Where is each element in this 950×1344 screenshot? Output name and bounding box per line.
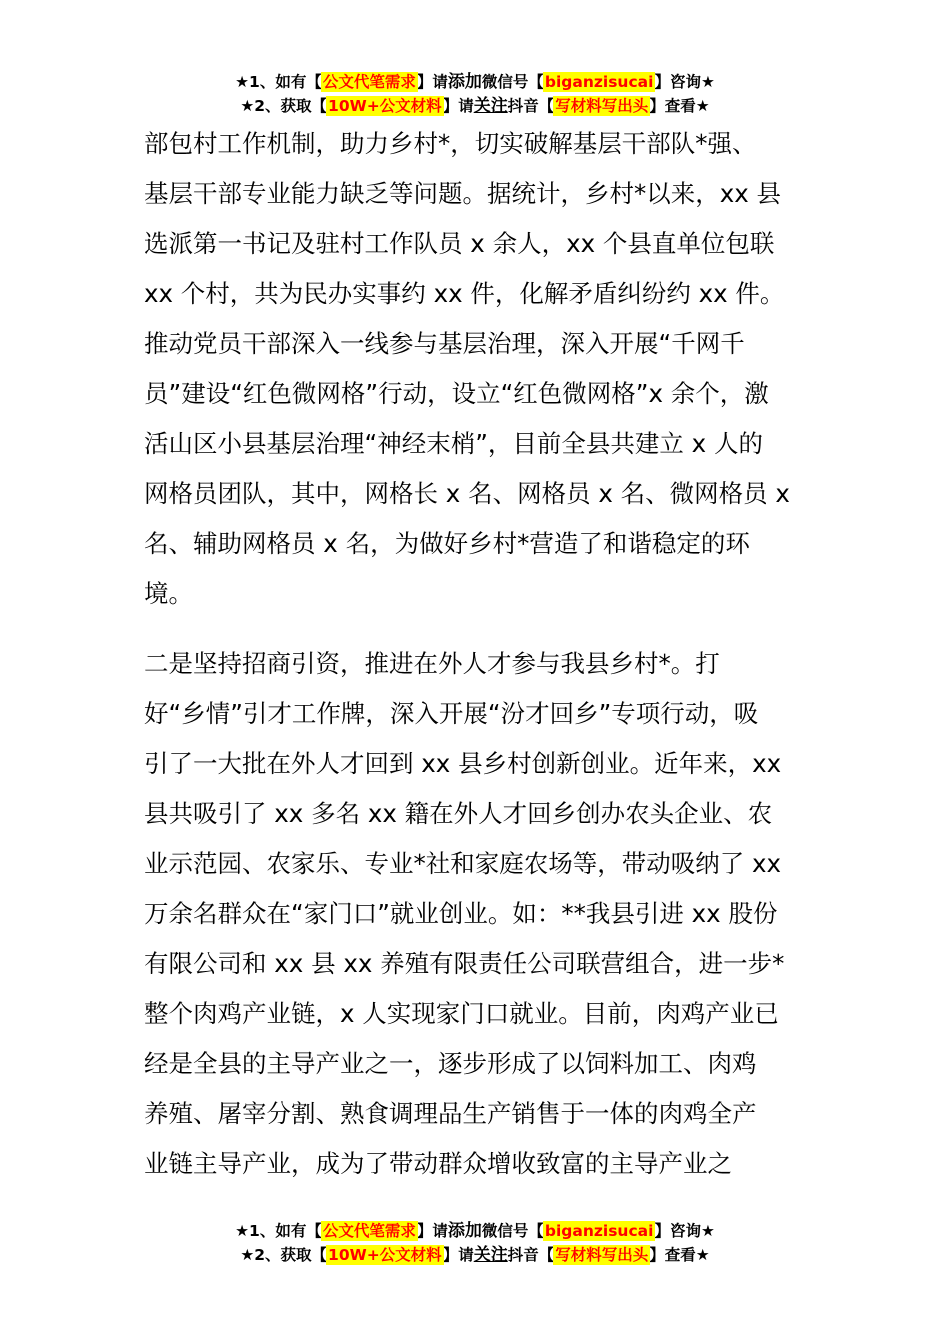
banner-highlight-wechat-id: biganzisucai — [544, 1222, 654, 1240]
paragraph-2 — [144, 639, 814, 1189]
banner-highlight-wechat-id: biganzisucai — [544, 73, 654, 91]
banner-text: 】请 — [442, 97, 474, 115]
banner-text: 】请 — [442, 1246, 474, 1264]
text-line: 业链主导产业，成为了带动群众增收致富的主导产业之 — [144, 1149, 732, 1178]
banner-emphasis: 添加 — [447, 1221, 482, 1241]
banner-line-1 — [0, 1219, 950, 1243]
text-line: 养殖、屠宰分割、熟食调理品生产销售于一体的肉鸡全产 — [144, 1099, 757, 1128]
text-line: 境。 — [144, 579, 193, 608]
text-line: 引了一大批在外人才回到 xx 县乡村创新创业。近年来，xx — [144, 749, 782, 778]
banner-highlight-douyin: 写材料写出头 — [555, 97, 649, 115]
footer-banner — [0, 1219, 950, 1267]
text-line: 县共吸引了 xx 多名 xx 籍在外人才回乡创办农头企业、农 — [144, 799, 773, 828]
banner-text: 】查看★ — [649, 1246, 710, 1264]
banner-text: 微信号【 — [481, 73, 544, 91]
text-line: 基层干部专业能力缺乏等问题。据统计，乡村*以来，xx 县 — [144, 179, 782, 208]
banner-emphasis: 添加 — [447, 72, 482, 92]
text-line: 推动党员干部深入一线参与基层治理，深入开展“千网千 — [144, 329, 745, 358]
banner-highlight-service: 公文代笔需求 — [322, 1222, 416, 1240]
banner-text: 抖音【 — [507, 97, 555, 115]
banner-emphasis: 关注 — [473, 1245, 508, 1265]
paragraph-1 — [144, 119, 814, 619]
banner-highlight-materials: 10W+公文材料 — [328, 1246, 442, 1264]
text-line: 万余名群众在“家门口”就业创业。如：**我县引进 xx 股份 — [144, 899, 778, 928]
header-banner — [0, 70, 950, 118]
banner-text: 】请 — [416, 73, 448, 91]
text-line: 名、辅助网格员 x 名，为做好乡村*营造了和谐稳定的环 — [144, 529, 750, 558]
banner-highlight-service: 公文代笔需求 — [322, 73, 416, 91]
banner-text: 抖音【 — [507, 1246, 555, 1264]
banner-text: ★2、获取【 — [240, 97, 328, 115]
text-line: 员”建设“红色微网格”行动，设立“红色微网格”x 余个，激 — [144, 379, 769, 408]
text-line: 业示范园、农家乐、专业*社和家庭农场等，带动吸纳了 xx — [144, 849, 782, 878]
text-line: 网格员团队，其中，网格长 x 名、网格员 x 名、微网格员 x — [144, 479, 790, 508]
banner-line-2 — [0, 94, 950, 118]
text-line: 经是全县的主导产业之一，逐步形成了以饲料加工、肉鸡 — [144, 1049, 757, 1078]
text-line: xx 个村，共为民办实事约 xx 件，化解矛盾纠纷约 xx 件。 — [144, 279, 785, 308]
text-line: 二是坚持招商引资，推进在外人才参与我县乡村*。打 — [144, 649, 720, 678]
banner-text: 】咨询★ — [654, 73, 715, 91]
banner-emphasis: 关注 — [473, 96, 508, 116]
text-line: 选派第一书记及驻村工作队员 x 余人，xx 个县直单位包联 — [144, 229, 775, 258]
text-line: 有限公司和 xx 县 xx 养殖有限责任公司联营组合，进一步* — [144, 949, 785, 978]
text-line: 活山区小县基层治理“神经末梢”，目前全县共建立 x 人的 — [144, 429, 763, 458]
text-line: 好“乡情”引才工作牌，深入开展“汾才回乡”专项行动，吸 — [144, 699, 759, 728]
banner-highlight-materials: 10W+公文材料 — [328, 97, 442, 115]
banner-highlight-douyin: 写材料写出头 — [555, 1246, 649, 1264]
text-line: 部包村工作机制，助力乡村*，切实破解基层干部队*强、 — [144, 129, 757, 158]
banner-text: ★1、如有【 — [235, 73, 322, 91]
banner-text: ★2、获取【 — [240, 1246, 328, 1264]
banner-text: ★1、如有【 — [235, 1222, 322, 1240]
text-line: 整个肉鸡产业链，x 人实现家门口就业。目前，肉鸡产业已 — [144, 999, 779, 1028]
banner-text: 】查看★ — [649, 97, 710, 115]
banner-text: 微信号【 — [481, 1222, 544, 1240]
banner-line-2 — [0, 1243, 950, 1267]
banner-text: 】请 — [416, 1222, 448, 1240]
banner-line-1 — [0, 70, 950, 94]
banner-text: 】咨询★ — [654, 1222, 715, 1240]
